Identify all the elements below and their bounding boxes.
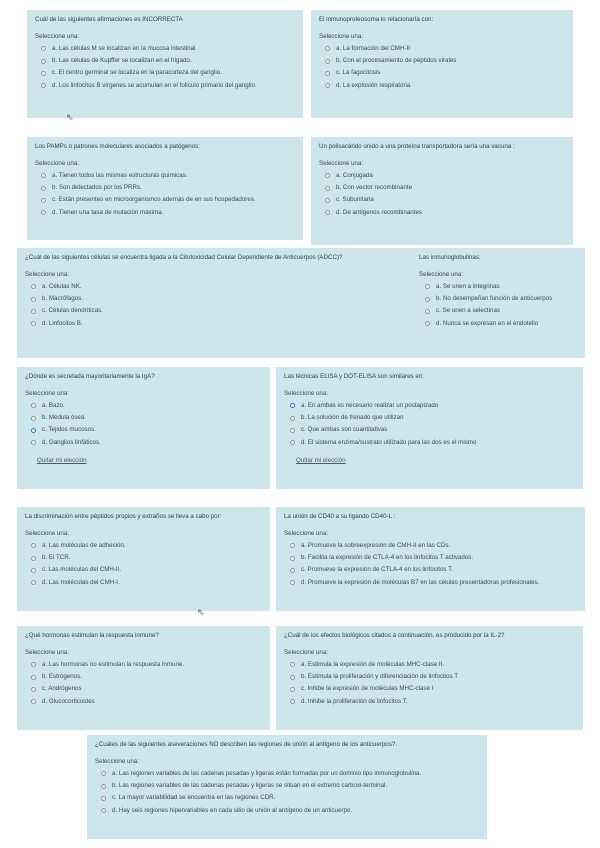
option-label: b. Facilita la expresión de CTLA-4 en los linfocitos T activados. — [301, 554, 474, 562]
option-a[interactable] — [290, 661, 575, 669]
option-b[interactable] — [290, 554, 577, 562]
radio-button[interactable] — [31, 416, 36, 421]
option-label: c. La mayor variabilidad se encuentra en las regiones CDR. — [112, 794, 276, 802]
option-label: c. Que ambas son cuantitativas — [301, 426, 388, 434]
option-label: b. Con el procesamiento de péptidos virales — [336, 57, 457, 65]
option-b[interactable] — [101, 782, 479, 790]
radio-button[interactable] — [31, 309, 36, 314]
radio-button[interactable] — [101, 796, 106, 801]
question-text: La unión de CD40 a su ligando CD40-L : — [284, 513, 396, 520]
radio-button[interactable] — [101, 784, 106, 789]
option-label: d. Glucocorticoides — [42, 697, 95, 705]
option-c[interactable] — [325, 196, 565, 204]
option-label: b. Estrógenos. — [42, 673, 82, 681]
radio-button[interactable] — [425, 284, 430, 289]
select-label: Seleccione una: — [319, 33, 364, 41]
option-label: a. Las moléculas de adhesión. — [42, 541, 126, 549]
option-b[interactable] — [41, 57, 295, 65]
option-a[interactable] — [325, 45, 565, 53]
option-label: d. Promueve la expresión de moléculas B7 en las células presentadoras profesionales. — [301, 578, 540, 586]
radio-button[interactable] — [31, 440, 36, 445]
question-text: ¿Cuál de las siguientes células se encuentra ligada a la Citotoxicidad Celular Dependiente de Anticuerpos (ADCC)? — [25, 254, 343, 261]
radio-button[interactable] — [325, 198, 330, 203]
option-label: b. Médula ósea. — [42, 414, 87, 422]
select-label: Seleccione una: — [25, 649, 70, 657]
option-a[interactable] — [290, 542, 577, 550]
select-label: Seleccione una: — [35, 33, 80, 41]
radio-button[interactable] — [41, 59, 46, 64]
option-label: b. Macrófagos. — [42, 295, 83, 303]
option-label: b. Las células de Kupffer se localizan en el hígado. — [52, 57, 192, 65]
option-c[interactable] — [290, 566, 577, 574]
question-card-4 — [311, 137, 573, 245]
option-label: a. Las regiones variables de las cadenas pesadas y ligeras están formadas por un dominio tipo inmunoglobulina. — [112, 769, 422, 777]
option-a[interactable] — [31, 542, 262, 550]
option-label: d. Las moléculas del CMH-I. — [42, 578, 120, 586]
radio-button[interactable] — [31, 568, 36, 573]
option-label: d. Tienen una tasa de mutación máxima. — [52, 208, 164, 216]
radio-button[interactable] — [31, 284, 36, 289]
option-label: b. El TCR. — [42, 554, 71, 562]
option-c[interactable] — [425, 307, 577, 315]
question-text: Cuál de las siguientes afirmaciones es INCORRECTA — [35, 16, 183, 23]
option-label: a. Promueve la sobreexpresión de CMH-II en las CDs. — [301, 541, 451, 549]
option-c[interactable] — [325, 69, 565, 77]
question-card-3 — [27, 137, 303, 240]
radio-button[interactable] — [290, 428, 295, 433]
radio-button[interactable] — [290, 440, 295, 445]
option-d[interactable] — [31, 439, 262, 447]
option-d[interactable] — [325, 209, 565, 217]
option-a[interactable] — [31, 661, 262, 669]
option-c[interactable] — [31, 566, 262, 574]
option-b[interactable] — [31, 673, 262, 681]
option-c[interactable] — [290, 685, 575, 693]
option-d[interactable] — [31, 579, 262, 587]
radio-button[interactable] — [31, 297, 36, 302]
option-label: c. Tejidos mucosos. — [42, 426, 96, 434]
clear-choice-link[interactable]: Quitar mi elección — [296, 457, 346, 465]
option-a[interactable] — [101, 770, 479, 778]
option-label: d. Hay seis regiones hipervariables en cada sitio de unión al antígeno de un anticuerpo. — [112, 806, 353, 814]
radio-button[interactable] — [325, 210, 330, 215]
radio-button[interactable] — [31, 556, 36, 561]
radio-button[interactable] — [325, 59, 330, 64]
question-text: El inmunoproteosoma lo relacionaría con: — [319, 16, 434, 23]
option-c[interactable] — [41, 69, 295, 77]
option-label: d. Linfocitos B. — [42, 319, 83, 327]
option-label: b. Son detectados por los PRRs. — [52, 184, 142, 192]
option-b[interactable] — [290, 673, 575, 681]
radio-button[interactable] — [290, 687, 295, 692]
option-label: a. Estimula la expresión de moléculas MHC-clase II. — [301, 660, 445, 668]
option-b[interactable] — [31, 295, 403, 303]
radio-button[interactable] — [290, 580, 295, 585]
question-text: ¿Qué hormonas estimulan la respuesta inmune? — [25, 632, 159, 639]
option-label: d. Ganglios linfáticos. — [42, 438, 101, 446]
radio-button[interactable] — [290, 699, 295, 704]
option-a[interactable] — [31, 402, 262, 410]
radio-button[interactable] — [290, 568, 295, 573]
question-text: ¿Dónde es secretada mayoritariamente la IgA? — [25, 373, 155, 380]
radio-button[interactable] — [31, 662, 36, 667]
radio-button[interactable] — [425, 309, 430, 314]
option-a[interactable] — [325, 172, 565, 180]
question-text: La discriminación entre péptidos propios y extraños se lleva a cabo por: — [25, 513, 222, 520]
option-label: d. Los linfocitos B vírgenes se acumulan en el folículo primario del ganglio. — [52, 81, 257, 89]
select-label: Seleccione una: — [35, 160, 80, 168]
option-label: a. Tienen todos las mismas estructuras químicas. — [52, 171, 188, 179]
option-b[interactable] — [41, 184, 295, 192]
option-label: b. La solución de frenado que utilizan — [301, 414, 404, 422]
option-label: d. De antígenos recombinantes — [336, 208, 422, 216]
question-card-13 — [87, 735, 487, 839]
option-c[interactable] — [41, 196, 295, 204]
radio-button[interactable] — [290, 556, 295, 561]
option-d[interactable] — [290, 439, 575, 447]
option-label: c. Promueve la expresión de CTLA-4 en los linfocitos T. — [301, 566, 453, 574]
question-card-10 — [276, 507, 585, 611]
radio-button[interactable] — [41, 83, 46, 88]
radio-button[interactable] — [31, 687, 36, 692]
option-label: c. Están presentes en microorganismos además de en sus hospedadores. — [52, 196, 256, 204]
option-d[interactable] — [101, 807, 479, 815]
option-b[interactable] — [31, 554, 262, 562]
select-label: Seleccione una: — [284, 530, 329, 538]
mouse-pointer-icon: ⇖ — [66, 112, 74, 122]
radio-button[interactable] — [425, 297, 430, 302]
option-a[interactable] — [425, 283, 577, 291]
select-label: Seleccione una: — [319, 160, 364, 168]
radio-button[interactable] — [290, 662, 295, 667]
option-label: c. Las moléculas del CMH-II. — [42, 566, 122, 574]
radio-button[interactable] — [290, 416, 295, 421]
question-card-9 — [17, 507, 270, 611]
radio-button[interactable] — [325, 71, 330, 76]
option-d[interactable] — [325, 82, 565, 90]
question-card-1 — [27, 10, 303, 118]
option-label: a. Se unen a integrinas — [436, 282, 500, 290]
radio-button[interactable] — [41, 186, 46, 191]
option-label: a. Conjugada — [336, 171, 373, 179]
radio-button[interactable] — [31, 675, 36, 680]
option-d[interactable] — [41, 82, 295, 90]
question-text: ¿Cuál de los efectos biológicos citados a continuación, es producido por la IL-2? — [284, 632, 505, 639]
select-label: Seleccione una: — [284, 649, 329, 657]
option-b[interactable] — [325, 184, 565, 192]
radio-button[interactable] — [41, 198, 46, 203]
option-label: d. El sistema enzima/sustrato utilizado para las dos es el mismo — [301, 438, 477, 446]
question-text: Las inmunoglobulinas: — [419, 254, 481, 261]
radio-button[interactable] — [31, 403, 36, 408]
option-label: c. Inhibe la expresión de moléculas MHC-clase I — [301, 685, 434, 693]
select-label: Seleccione una: — [284, 390, 329, 398]
option-label: c. La fagocitosis — [336, 69, 381, 77]
option-label: a. Células NK. — [42, 282, 82, 290]
option-c[interactable] — [290, 426, 575, 434]
question-text: Los PAMPs o patrones moleculares asociados a patógenos: — [35, 143, 200, 150]
radio-button[interactable] — [41, 71, 46, 76]
radio-button[interactable] — [41, 210, 46, 215]
option-label: c. Andrógenos — [42, 685, 82, 693]
option-label: c. Células dendríticas. — [42, 307, 103, 315]
option-d[interactable] — [425, 320, 577, 328]
option-label: d. Inhibe la proliferación de linfocitos T. — [301, 697, 408, 705]
option-label: d. La explosión respiratoria — [336, 81, 411, 89]
option-label: a. Las hormonas no estimulan la respuesta inmune. — [42, 660, 185, 668]
select-label: Seleccione una: — [25, 390, 70, 398]
select-label: Seleccione una: — [419, 271, 464, 279]
option-c[interactable] — [31, 307, 403, 315]
option-label: c. Subunitaria — [336, 196, 374, 204]
radio-button[interactable] — [31, 699, 36, 704]
question-text: Un polisacárido unido a una proteína transportadora sería una vacuna : — [319, 143, 515, 150]
radio-button[interactable] — [31, 580, 36, 585]
option-b[interactable] — [325, 57, 565, 65]
radio-button[interactable] — [325, 46, 330, 51]
radio-button[interactable] — [425, 321, 430, 326]
select-label: Seleccione una: — [95, 758, 140, 766]
question-text: ¿Cuáles de las siguientes aseveraciones NO describen las regiones de unión al antígeno de los anticuerpos?. — [95, 741, 397, 748]
radio-button[interactable] — [101, 771, 106, 776]
option-b[interactable] — [31, 414, 262, 422]
question-card-8 — [276, 367, 583, 489]
select-label: Seleccione una: — [25, 530, 70, 538]
radio-button[interactable] — [290, 543, 295, 548]
option-d[interactable] — [290, 579, 577, 587]
option-a[interactable] — [41, 45, 295, 53]
option-label: b. No desempeñan función de anticuerpos — [436, 295, 553, 303]
option-label: c. El centro germinal se localiza en la paracorteza del ganglio. — [52, 69, 222, 77]
option-label: a. Las células M se localizan en la mucosa intestinal. — [52, 44, 198, 52]
option-label: c. Se unen a selectinas — [436, 307, 500, 315]
option-d[interactable] — [31, 320, 403, 328]
option-label: b. Con vector recombinante — [336, 184, 413, 192]
question-card-11 — [17, 626, 270, 730]
option-c[interactable] — [31, 426, 262, 434]
option-d[interactable] — [290, 698, 575, 706]
radio-button[interactable] — [325, 83, 330, 88]
question-card-5 — [17, 248, 411, 358]
radio-button-selected[interactable] — [290, 403, 295, 408]
radio-button[interactable] — [101, 808, 106, 813]
clear-choice-link[interactable]: Quitar mi elección — [37, 457, 87, 465]
option-a[interactable] — [41, 172, 295, 180]
option-d[interactable] — [41, 209, 295, 217]
mouse-pointer-icon: ⇖ — [197, 607, 205, 617]
option-label: a. En ambas es necesario realizar un postapizado — [301, 401, 439, 409]
radio-button[interactable] — [31, 321, 36, 326]
radio-button[interactable] — [41, 173, 46, 178]
radio-button[interactable] — [325, 173, 330, 178]
option-a[interactable] — [290, 402, 575, 410]
select-label: Seleccione una: — [25, 271, 70, 279]
option-label: b. Las regiones variables de las cadenas pesadas y ligeras se sitúan en el extremo carboxi-terminal. — [112, 782, 388, 790]
question-text: Las técnicas ELISA y DOT-ELISA son similares en: — [284, 373, 424, 380]
question-card-7 — [17, 367, 270, 489]
radio-button[interactable] — [290, 675, 295, 680]
option-label: b. Estimula la proliferación y diferenciación de linfocitos T — [301, 673, 459, 681]
question-card-12 — [276, 626, 583, 730]
option-c[interactable] — [101, 794, 479, 802]
option-a[interactable] — [31, 283, 403, 291]
question-card-2 — [311, 10, 573, 118]
radio-button[interactable] — [325, 186, 330, 191]
radio-button-selected[interactable] — [31, 428, 36, 433]
option-label: a. Bazo. — [42, 401, 65, 409]
option-label: a. La formación del CMH-II — [336, 44, 410, 52]
option-label: d. Nunca se expresan en el endotelio — [436, 319, 539, 327]
option-d[interactable] — [31, 698, 262, 706]
question-card-6 — [411, 248, 585, 358]
radio-button[interactable] — [31, 543, 36, 548]
option-b[interactable] — [290, 414, 575, 422]
radio-button[interactable] — [41, 46, 46, 51]
option-c[interactable] — [31, 685, 262, 693]
option-b[interactable] — [425, 295, 577, 303]
